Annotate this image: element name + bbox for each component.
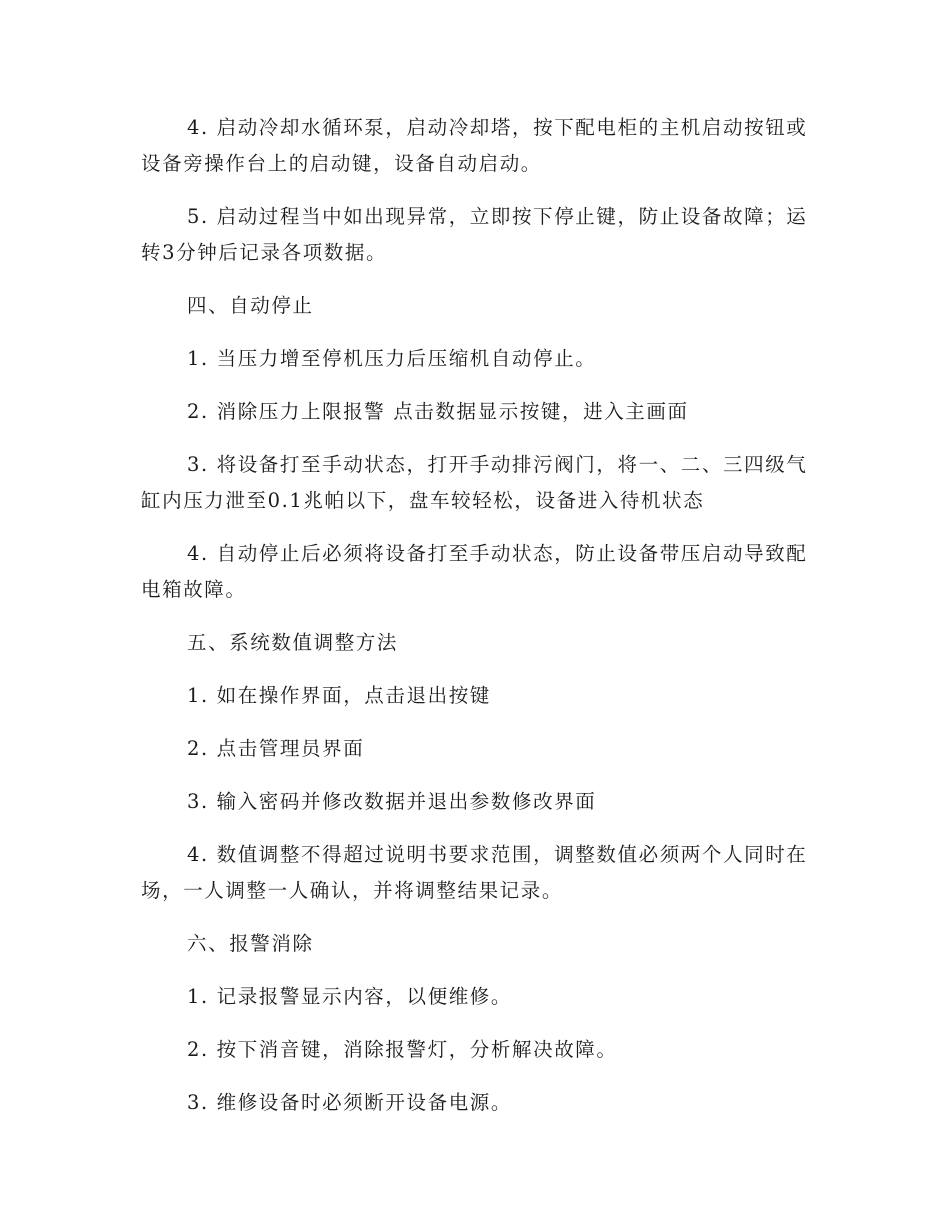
paragraph-value-adjust-4: 4. 数值调整不得超过说明书要求范围，调整数值必须两个人同时在场，一人调整一人确认，并将调整结果记录。 xyxy=(141,843,808,902)
paragraph-auto-stop-1: 1. 当压力增至停机压力后压缩机自动停止。 xyxy=(187,347,597,370)
paragraph-step-5-start-abnormal: 5. 启动过程当中如出现异常，立即按下停止键，防止设备故障；运转3分钟后记录各项数据。 xyxy=(141,205,808,264)
section-heading-alarm-clear: 六、报警消除 xyxy=(187,932,314,955)
paragraph-alarm-clear-2: 2. 按下消音键，消除报警灯，分析解决故障。 xyxy=(187,1038,618,1061)
paragraph-value-adjust-1: 1. 如在操作界面，点击退出按键 xyxy=(187,684,491,707)
paragraph-alarm-clear-1: 1. 记录报警显示内容，以便维修。 xyxy=(187,985,513,1008)
section-heading-auto-stop: 四、自动停止 xyxy=(187,294,314,317)
paragraph-auto-stop-3: 3. 将设备打至手动状态，打开手动排污阀门，将一、二、三四级气缸内压力泄至0.1兆帕以下，盘车较轻松，设备进入待机状态 xyxy=(141,453,808,512)
section-heading-value-adjust: 五、系统数值调整方法 xyxy=(187,631,399,654)
paragraph-alarm-clear-3: 3. 维修设备时必须断开设备电源。 xyxy=(187,1091,513,1114)
paragraph-auto-stop-4: 4. 自动停止后必须将设备打至手动状态，防止设备带压启动导致配电箱故障。 xyxy=(141,542,808,601)
paragraph-value-adjust-2: 2. 点击管理员界面 xyxy=(187,737,365,760)
paragraph-auto-stop-2: 2. 消除压力上限报警 点击数据显示按键，进入主画面 xyxy=(187,400,689,423)
document-body xyxy=(141,110,809,1138)
paragraph-step-4-start-cooling: 4. 启动冷却水循环泵，启动冷却塔，按下配电柜的主机启动按钮或设备旁操作台上的启动键，设备自动启动。 xyxy=(141,116,808,175)
paragraph-value-adjust-3: 3. 输入密码并修改数据并退出参数修改界面 xyxy=(187,790,597,813)
